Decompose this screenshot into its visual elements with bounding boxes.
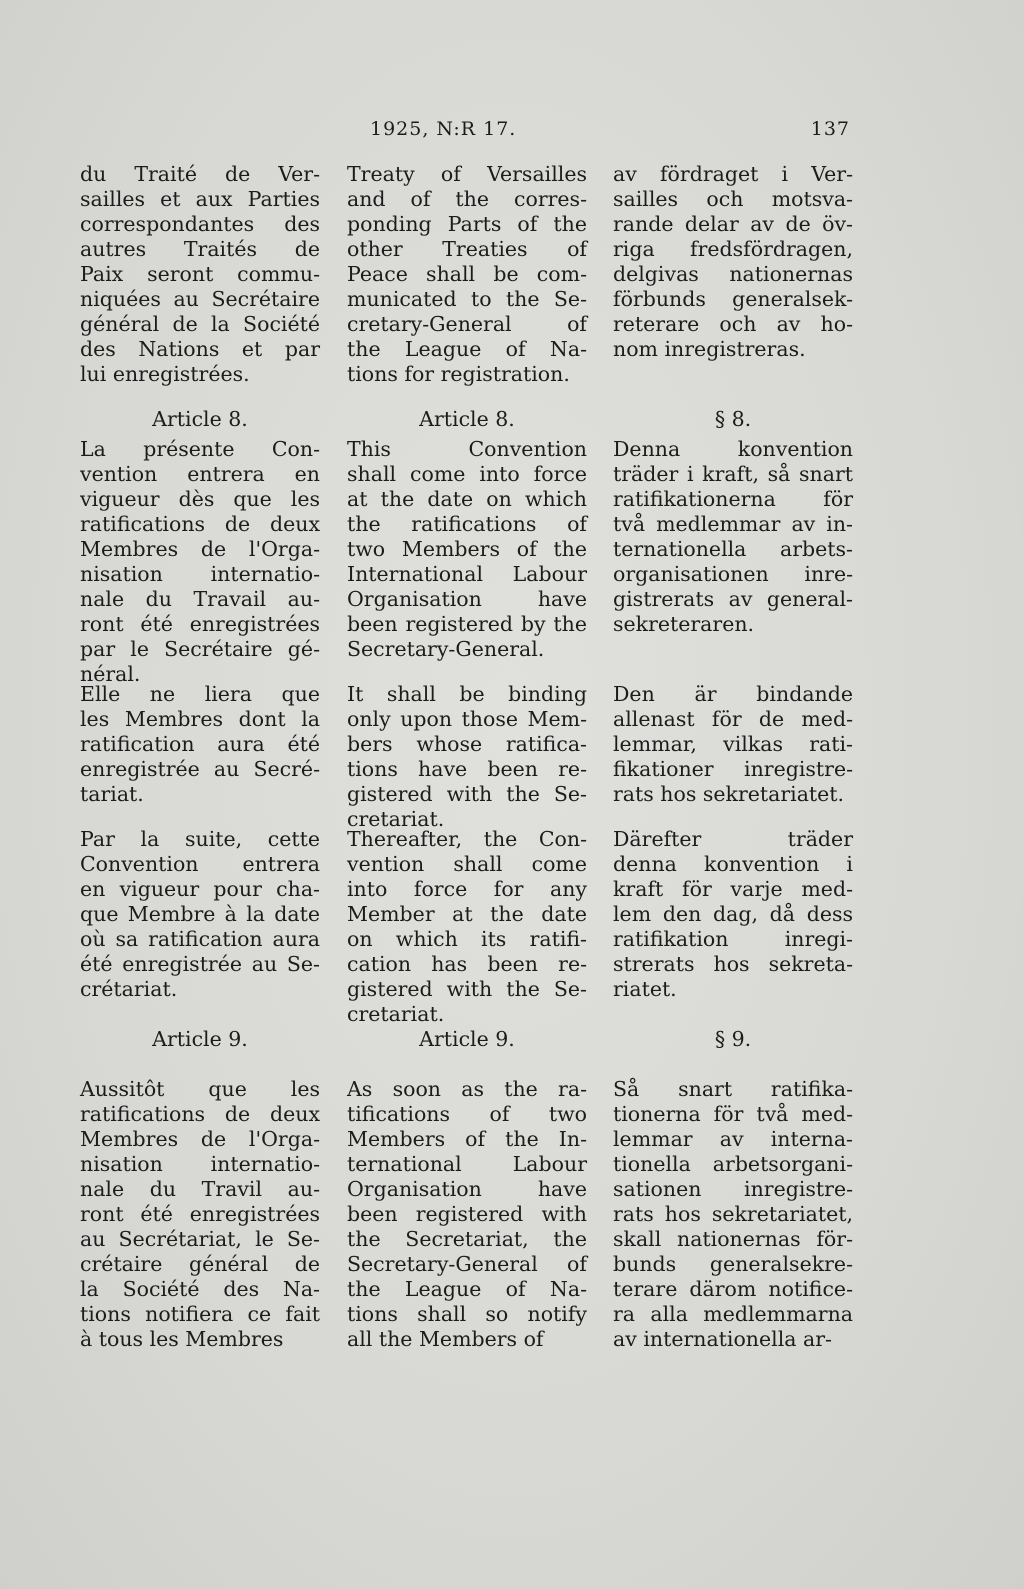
text-line: les Membres dont la	[80, 707, 320, 731]
text-line: only upon those Mem-	[347, 707, 587, 731]
text-line: ratifikationerna för	[613, 487, 853, 511]
text-line: cretariat.	[347, 1002, 445, 1026]
text-line: and of the corres-	[347, 187, 587, 211]
text-line: Så snart ratifika-	[613, 1077, 853, 1101]
text-line: denna konvention i	[613, 852, 853, 876]
text-line: Paix seront commu-	[80, 262, 320, 286]
paragraph	[613, 437, 853, 637]
text-line: à tous les Membres	[80, 1327, 284, 1351]
page-number: 137	[810, 118, 850, 140]
text-line: sailles och motsva-	[613, 187, 853, 211]
text-line: As soon as the ra-	[347, 1077, 587, 1101]
text-line: lem den dag, då dess	[613, 902, 853, 926]
text-line: gistrerats av general-	[613, 587, 853, 611]
text-line: nale du Travil au-	[80, 1177, 320, 1201]
text-line: nom inregistreras.	[613, 337, 806, 361]
text-line: Organisation have	[347, 587, 587, 611]
paragraph	[80, 682, 320, 807]
text-line: Secretary-General of	[347, 1252, 587, 1276]
text-line: tions for registration.	[347, 362, 570, 386]
text-line: tions notifiera ce fait	[80, 1302, 320, 1326]
text-line: du Traité de Ver-	[80, 162, 320, 186]
text-line: ront été enregistrées	[80, 612, 320, 636]
text-line: been registered with	[347, 1202, 587, 1226]
text-line: ternationella arbets-	[613, 537, 853, 561]
text-line: två medlemmar av in-	[613, 512, 853, 536]
text-line: général de la Société	[80, 312, 320, 336]
text-line: cretary-General of	[347, 312, 587, 336]
paragraph	[347, 437, 587, 662]
article-heading: Article 9.	[152, 1027, 248, 1051]
text-line: ra alla medlemmarna	[613, 1302, 853, 1326]
paragraph	[613, 162, 853, 362]
paragraph	[613, 1077, 853, 1352]
text-line: nale du Travail au-	[80, 587, 320, 611]
paragraph	[347, 162, 587, 387]
text-line: two Members of the	[347, 537, 587, 561]
text-line: Convention entrera	[80, 852, 320, 876]
text-line: Secretary-General.	[347, 637, 545, 661]
text-line: förbunds generalsek-	[613, 287, 853, 311]
article-heading: § 8.	[714, 407, 752, 431]
text-line: sailles et aux Parties	[80, 187, 320, 211]
text-line: ponding Parts of the	[347, 212, 587, 236]
text-line: Membres de l'Orga-	[80, 1127, 320, 1151]
text-line: ratifikation inregi-	[613, 927, 853, 951]
text-line: This Convention	[347, 437, 587, 461]
text-line: all the Members of	[347, 1327, 544, 1351]
text-line: lemmar, vilkas rati-	[613, 732, 853, 756]
text-line: en vigueur pour cha-	[80, 877, 320, 901]
text-line: cation has been re-	[347, 952, 587, 976]
text-line: rande delar av de öv-	[613, 212, 853, 236]
text-line: sekreteraren.	[613, 612, 755, 636]
text-line: It shall be binding	[347, 682, 587, 706]
text-line: que Membre à la date	[80, 902, 320, 926]
paragraph	[613, 682, 853, 807]
text-line: bers whose ratifica-	[347, 732, 587, 756]
paragraph	[80, 827, 320, 1002]
text-line: néral.	[80, 662, 141, 686]
paragraph	[347, 1077, 587, 1352]
text-line: ront été enregistrées	[80, 1202, 320, 1226]
text-line: delgivas nationernas	[613, 262, 853, 286]
text-line: lui enregistrées.	[80, 362, 250, 386]
text-line: skall nationernas för-	[613, 1227, 853, 1251]
text-line: at the date on which	[347, 487, 587, 511]
text-line: allenast för de med-	[613, 707, 853, 731]
text-line: nisation internatio-	[80, 562, 320, 586]
text-line: the Secretariat, the	[347, 1227, 587, 1251]
text-line: crétaire général de	[80, 1252, 320, 1276]
text-line: Treaty of Versailles	[347, 162, 587, 186]
article-heading: Article 8.	[419, 407, 515, 431]
text-line: municated to the Se-	[347, 287, 587, 311]
text-line: träder i kraft, så snart	[613, 462, 853, 486]
running-header: 1925, N:R 17.	[370, 118, 517, 140]
text-line: Aussitôt que les	[80, 1077, 320, 1101]
text-line: bunds generalsekre-	[613, 1252, 853, 1276]
text-line: riga fredsfördragen,	[613, 237, 853, 261]
text-line: rats hos sekretariatet,	[613, 1202, 853, 1226]
text-line: vention shall come	[347, 852, 587, 876]
text-line: on which its ratifi-	[347, 927, 587, 951]
text-line: the League of Na-	[347, 1277, 587, 1301]
paragraph	[613, 827, 853, 1002]
text-line: organisationen inre-	[613, 562, 853, 586]
text-line: rats hos sekretariatet.	[613, 782, 845, 806]
text-line: Par la suite, cette	[80, 827, 320, 851]
text-line: cretariat.	[347, 807, 445, 831]
text-line: vention entrera en	[80, 462, 320, 486]
text-line: enregistrée au Secré-	[80, 757, 320, 781]
text-line: par le Secrétaire gé-	[80, 637, 320, 661]
text-line: ternational Labour	[347, 1152, 587, 1176]
text-line: tions have been re-	[347, 757, 587, 781]
text-line: Member at the date	[347, 902, 587, 926]
text-line: autres Traités de	[80, 237, 320, 261]
article-heading: § 9.	[714, 1027, 752, 1051]
paragraph	[80, 1077, 320, 1352]
text-line: other Treaties of	[347, 237, 587, 261]
text-line: reterare och av ho-	[613, 312, 853, 336]
text-line: crétariat.	[80, 977, 178, 1001]
text-line: kraft för varje med-	[613, 877, 853, 901]
text-line: gistered with the Se-	[347, 977, 587, 1001]
text-line: ratification aura été	[80, 732, 320, 756]
text-line: des Nations et par	[80, 337, 320, 361]
text-line: Den är bindande	[613, 682, 853, 706]
paragraph	[347, 682, 587, 832]
article-heading: Article 8.	[152, 407, 248, 431]
text-line: av internationella ar-	[613, 1327, 832, 1351]
text-line: tions shall so notify	[347, 1302, 587, 1326]
text-line: gistered with the Se-	[347, 782, 587, 806]
text-line: ratifications de deux	[80, 512, 320, 536]
paragraph	[80, 162, 320, 387]
text-line: Organisation have	[347, 1177, 587, 1201]
text-line: shall come into force	[347, 462, 587, 486]
text-line: av fördraget i Ver-	[613, 162, 853, 186]
text-line: Därefter träder	[613, 827, 853, 851]
text-line: tifications of two	[347, 1102, 587, 1126]
text-line: Membres de l'Orga-	[80, 537, 320, 561]
text-line: niquées au Secrétaire	[80, 287, 320, 311]
text-line: au Secrétariat, le Se-	[80, 1227, 320, 1251]
text-line: lemmar av interna-	[613, 1127, 853, 1151]
paragraph	[347, 827, 587, 1027]
text-line: été enregistrée au Se-	[80, 952, 320, 976]
text-line: Thereafter, the Con-	[347, 827, 587, 851]
text-line: tariat.	[80, 782, 144, 806]
text-line: Elle ne liera que	[80, 682, 320, 706]
text-line: Members of the In-	[347, 1127, 587, 1151]
text-line: Peace shall be com-	[347, 262, 587, 286]
text-line: tionerna för två med-	[613, 1102, 853, 1126]
text-line: fikationer inregistre-	[613, 757, 853, 781]
text-line: into force for any	[347, 877, 587, 901]
text-line: strerats hos sekreta-	[613, 952, 853, 976]
text-line: nisation internatio-	[80, 1152, 320, 1176]
text-line: où sa ratification aura	[80, 927, 320, 951]
text-line: terare därom notifice-	[613, 1277, 853, 1301]
text-line: the League of Na-	[347, 337, 587, 361]
text-line: International Labour	[347, 562, 587, 586]
article-heading: Article 9.	[419, 1027, 515, 1051]
text-line: Denna konvention	[613, 437, 853, 461]
text-line: correspondantes des	[80, 212, 320, 236]
text-line: La présente Con-	[80, 437, 320, 461]
text-line: ratifications de deux	[80, 1102, 320, 1126]
page-header	[80, 118, 850, 144]
text-line: been registered by the	[347, 612, 587, 636]
text-line: vigueur dès que les	[80, 487, 320, 511]
text-line: the ratifications of	[347, 512, 587, 536]
paragraph	[80, 437, 320, 687]
text-line: sationen inregistre-	[613, 1177, 853, 1201]
text-line: tionella arbetsorgani-	[613, 1152, 853, 1176]
text-line: la Société des Na-	[80, 1277, 320, 1301]
text-line: riatet.	[613, 977, 677, 1001]
